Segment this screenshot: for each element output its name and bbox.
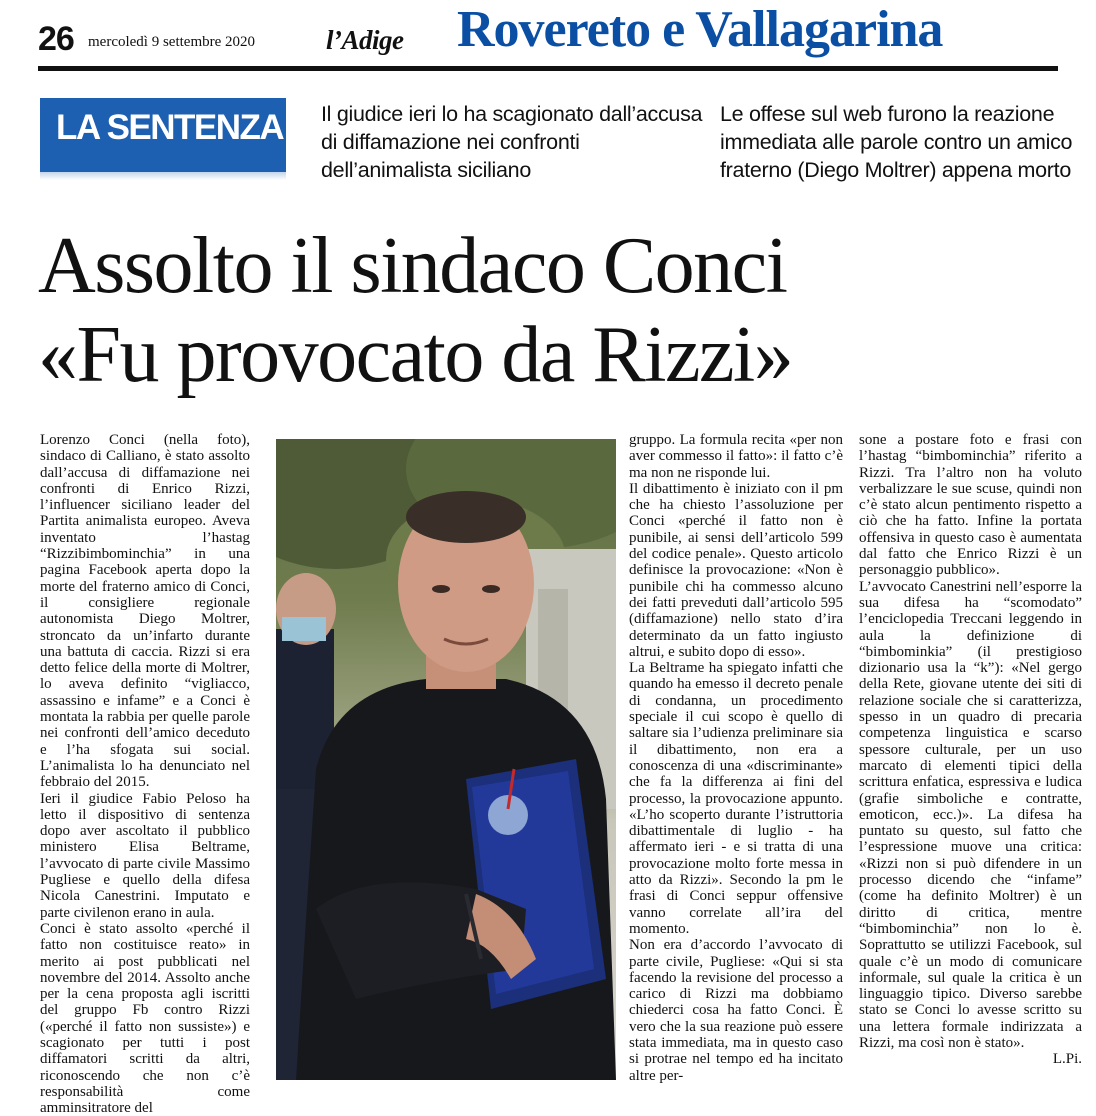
article-paragraph: Non era d’accordo l’avvocato di parte civile, Pugliese: «Qui si sta facendo la revisione del processo a carico di Rizzi ma dobbiamo chiederci cosa ha fatto Conci. È vero che la sua reazione può essere stata immediata, ma in questo caso si protrae nel tempo ed ha incitato altre per- — [629, 937, 843, 1084]
article-paragraph: Conci è stato assolto «perché il fatto non costituisce reato» in merito ai post pubblicati nel novembre del 2014. Assolto anche per la cena proposta agli iscritti del gruppo Fb contro Rizzi («perché il fatto non sussiste») e scagionato per tutti i post diffamatori scritti da altri, riconoscendo che non c’è responsabilità come amminsitratore del — [40, 920, 250, 1116]
author-signature: L.Pi. — [1052, 1051, 1082, 1068]
article-paragraph: Lorenzo Conci (nella foto), sindaco di Calliano, è stato assolto dall’accusa di diffamazione nei confronti di Enrico Rizzi, l’influencer siciliano leader del Partita animalista europeo. Aveva inventato l’hastag “Rizzibimbominchia” in una pagina Facebook aperta dopo la morte del fraterno amico di Conci, il consigliere regionale autonomista Diego Moltrer, stroncato da un’infarto durante una battuta di caccia. Rizzi si era detto felice della morte di Moltrer, lo aveva definito “vigliacco, assassino e infame” e a Conci è montata la rabbia per quelle parole nei confronti dell’amico deceduto e l’ha sfogata sui social. L’animalista lo ha denunciato nel febbraio del 2015. — [40, 432, 250, 791]
page-number: 26 — [38, 20, 74, 58]
masthead — [0, 0, 1096, 70]
issue-date: mercoledì 9 settembre 2020 — [88, 34, 256, 50]
subheadline-right: Le offese sul web furono la reazione immediata alle parole contro un amico fraterno (Diego Moltrer) appena morto — [720, 102, 1073, 182]
article-column-1 — [40, 432, 250, 1116]
headline-line-2: «Fu provocato da Rizzi» — [38, 311, 793, 399]
kicker-box — [40, 98, 286, 172]
newspaper-logo: l’Adige — [326, 25, 404, 55]
subheadline-left: Il giudice ieri lo ha scagionato dall’accusa di diffamazione nei confronti dell’animalista siciliano — [321, 102, 703, 182]
article-photo — [276, 439, 616, 1080]
article-paragraph: L’avvocato Canestrini nell’esporre la sua difesa ha “scomodato” l’enciclopedia Treccani leggendo in aula la definizione di “bimbominkia” (il prestigioso dizionario usa la “k”): «Nel gergo della Rete, giovane utente dei siti di relazione sociale che si caratterizza, spesso in un quadro di precaria competenza linguistica e scarso spessore culturale, per un uso marcato di elementi tipici della scrittura enfatica, espressiva e ludica (grafie simboliche e contratte, emoticon, ecc.)». La difesa ha puntato su questo, sul fatto che l’espressione muove una critica: «Rizzi non si può difendere in un processo dicendo che “infame” (come ha definito Moltrer) è un diritto di critica, mentre “bimbominchia” non lo è. Soprattutto se utilizzi Facebook, sul quale c’è un modo di comunicare informale, sul quale la critica è un linguaggio tipico. Diverso sarebbe stato se Conci lo avesse scritto su una lettera formale indirizzata a Rizzi, ma così non è stato». — [859, 578, 1082, 1051]
article-paragraph: gruppo. La formula recita «per non aver commesso il fatto»: il fatto c’è ma non ne risponde lui. — [629, 432, 843, 481]
headline — [38, 222, 1088, 400]
headline-line-1: Assolto il sindaco Conci — [38, 222, 787, 310]
article-paragraph: Ieri il giudice Fabio Peloso ha letto il dispositivo di sentenza dopo aver ascoltato il pubblico ministero Elisa Beltrame, l’avvocato di parte civile Massimo Pugliese e quello della difesa Nicola Canestrini. Imputato e parte civilenon erano in aula. — [40, 790, 250, 921]
article-paragraph: sone a postare foto e frasi con l’hastag “bimbominchia” riferito a Rizzi. Tra l’altro non ha voluto verbalizzare le sue scuse, quindi non c’è stato alcun pentimento rispetto a ciò che ha fatto. Infine la portata offensiva in questo caso è aumentata dal fatto che Enrico Rizzi è un personaggio pubblico». — [859, 432, 1082, 579]
article-column-2 — [629, 432, 843, 1084]
masthead-rule — [38, 66, 1058, 71]
kicker-label: LA SENTENZA — [56, 108, 284, 147]
article-paragraph: Il dibattimento è iniziato con il pm che ha chiesto l’assoluzione per Conci «perché il fatto non è punibile, ai sensi dell’articolo 599 del codice penale». Questo articolo definisce la provocazione: «Non è punibile chi ha commesso alcuno dei fatti preveduti dall’articolo 595 (diffamazione) nello stato d’ira determinato da un fatto ingiusto altrui, e subito dopo di esso». — [629, 480, 843, 660]
article-paragraph: La Beltrame ha spiegato infatti che quando ha emesso il decreto penale di condanna, un procedimento speciale il cui scopo è quello di saltare sia l’udienza preliminare sia il dibattimento, non era a conoscenza di una «discriminante» che fa la differenza ai fini del processo, la provocazione appunto. «L’ho scoperto durante l’istruttoria dibattimentale di luglio - ha affermato ieri - e si tratta di una provocazione molto forte messa in atto da Rizzi». Secondo la pm le frasi di Conci seppur offensive vanno correlate all’ira del momento. — [629, 660, 843, 937]
article-column-3 — [859, 432, 1082, 1068]
photo-illustration — [276, 439, 616, 1080]
section-title: Rovereto e Vallagarina — [457, 1, 943, 58]
